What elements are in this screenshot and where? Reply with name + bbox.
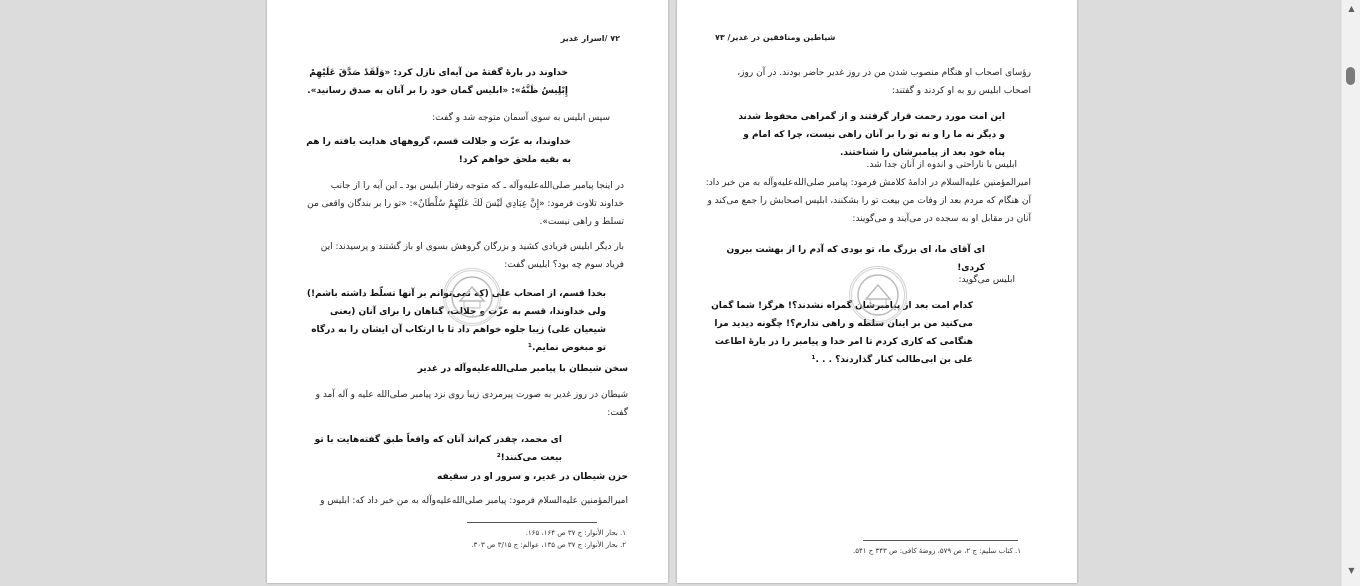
paragraph: سپس ابلیس به سوی آسمان متوجه شد و گفت:: [432, 113, 610, 123]
vertical-scrollbar[interactable]: [1341, 0, 1360, 586]
paragraph: امیرالمؤمنین علیه‌السلام در ادامهٔ کلامش فرمود: پیامبر صلی‌الله‌علیه‌وآله به من خبر داد: آن هنگام که مردم بعد از وفات من بیعت تو را بشکنند، ابلیس اصحابش را جمع می‌کند و آنان در مقابل او به سجده در می‌آیند و می‌گویند:: [705, 178, 1031, 224]
footnote-divider: [467, 522, 597, 523]
paragraph: کدام امت بعد از پیامبرشان گمراه نشدند؟! هرگز! شما گمان می‌کنید من بر اینان سلطه و راهی ندارم؟! چگونه دیدید مرا هنگامی که کاری کردم تا امر خدا و پیامبر را در بارهٔ اطاعت علی بن ابی‌طالب کنار گذاردند؟ . . .¹: [711, 301, 973, 365]
page-header: شیاطین ومنافقین در غدیر/ ۷۳: [715, 33, 836, 42]
paragraph: امیرالمؤمنین علیه‌السلام فرمود: پیامبر صلی‌الله‌علیه‌وآله به من خبر داد که: ابلیس و: [320, 496, 628, 506]
watermark-seal-icon: [443, 268, 501, 326]
scroll-down-arrow-icon[interactable]: ▼: [1348, 566, 1355, 575]
paragraph: ابلیس با ناراحتی و اندوه از آنان جدا شد.: [866, 160, 1017, 170]
page-header: ۷۲ /اسرار غدیر: [560, 34, 620, 43]
scroll-up-arrow-icon[interactable]: ▲: [1348, 4, 1355, 13]
paragraph: خداوند در بارهٔ گفتهٔ من آیه‌ای نازل کرد: «وَلَقَدْ صَدَّقَ عَلَیْهِمْ إِبْلِیسُ ظَنَّهُ»: «ابلیس گمان خود را بر آنان به صدق رسانید».: [307, 68, 568, 96]
paragraph: ابلیس می‌گوید:: [958, 275, 1015, 285]
paragraph: خداوندا، به عزّت و جلالت قسم، گروههای هدایت یافته را هم به بقیه ملحق خواهم کرد!: [306, 137, 571, 165]
paragraph: ای آقای ما، ای بزرگ ما، تو بودی که آدم را از بهشت بیرون کردی!: [726, 245, 985, 273]
paragraph: در اینجا پیامبر صلی‌الله‌علیه‌وآله ـ که متوجه رفتار ابلیس بود ـ این آیه را از جانب خداوند تلاوت فرمود: «إِنَّ عِبَادِي لَيْسَ لَكَ عَلَيْهِمْ سُلْطَانٌ»: «تو را بر بندگان واقعی من تسلط و راهی نیست».: [307, 181, 624, 227]
paragraph: ای محمد، چقدر کم‌اند آنان که واقعاً طبق گفته‌هایت با تو بیعت می‌کنند!²: [314, 435, 562, 463]
section-heading: حزن شیطان در غدیر، و سرور او در سقیفه: [437, 472, 628, 482]
section-heading: سخن شیطان با پیامبر صلی‌الله‌علیه‌وآله در غدیر: [417, 364, 628, 374]
paragraph: بار دیگر ابلیس فریادی کشید و بزرگان گروهش بسوی او باز گشتند و پرسیدند: این فریاد سوم چه بود؟ ابلیس گفت:: [320, 242, 624, 270]
paragraph: این امت مورد رحمت قرار گرفتند و از گمراهی محفوظ شدند و دیگر نه ما را و نه تو را بر آنان راهی نیست، چرا که امام و پناه خود بعد از پیامبرشان را شناختند.: [738, 112, 1005, 158]
page-72: [267, 0, 668, 583]
footnote-divider: [863, 540, 1018, 541]
footnote: ۱. کتاب سلیم: ج ۲، ص ۵۷۹، روضهٔ کافی: ص ۳۴۳ ح ۵۴۱.: [853, 547, 1021, 555]
paragraph: شیطان در روز غدیر به صورت پیرمردی زیبا روی نزد پیامبر صلی‌الله علیه و آله آمد و گفت:: [315, 390, 628, 418]
footnote: ۱. بحار الأنوار: ج ۳۷ ص ۱۶۴، ۱۶۵.: [525, 529, 626, 537]
paragraph: بخدا قسم، از اصحاب علی (که نمی‌توانم بر آنها تسلّط داشته باشم!) ولی خداوندا، قسم به عزّت و جلالت، گناهان را برای آنان (یعنی شیعیان علی) زیبا جلوه خواهم داد تا با ارتکاب آن ایشان را به درگاه تو مبغوض نمایم.¹: [306, 289, 606, 353]
watermark-seal-icon: [849, 266, 907, 324]
footnote: ۲. بحار الأنوار: ج ۳۷ ص ۱۳۵، عوالم: ج ۳/۱۵ ص ۳۰۳.: [471, 541, 626, 549]
scrollbar-thumb[interactable]: [1346, 67, 1355, 85]
page-73: [677, 0, 1077, 583]
paragraph: رؤسای اصحاب او هنگام منصوب شدن من در روز غدیر حاضر بودند. در آن روز، اصحاب ابلیس رو به او کردند و گفتند:: [737, 68, 1031, 96]
